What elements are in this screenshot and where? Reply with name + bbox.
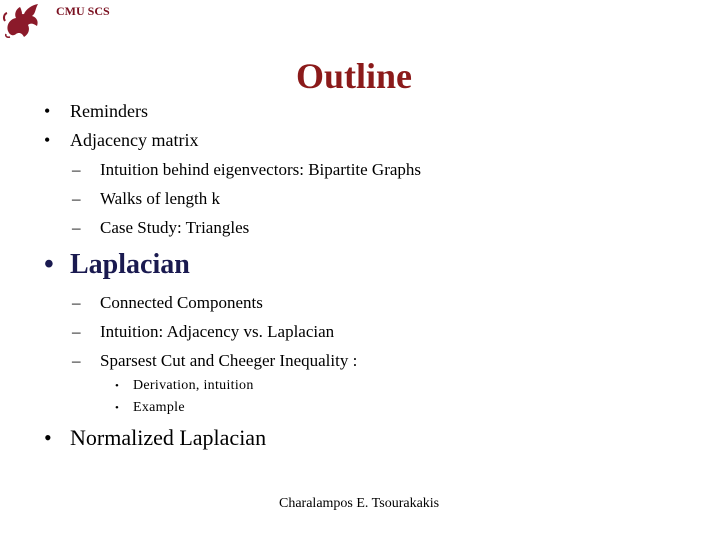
outline-subitem-walks: – Walks of length k bbox=[72, 189, 220, 208]
outline-item-reminders: • Reminders bbox=[44, 101, 148, 121]
footer-author: Charalampos E. Tsourakakis bbox=[279, 496, 440, 511]
header-org: CMU SCS bbox=[56, 4, 110, 18]
bullet-icon: • bbox=[44, 130, 51, 150]
bullet-icon: • bbox=[44, 249, 54, 280]
outline-subitem-components: – Connected Components bbox=[72, 293, 263, 312]
outline-subitem-eigenvectors: – Intuition behind eigenvectors: Bipartite Graphs bbox=[72, 160, 422, 179]
dash-icon: – bbox=[72, 322, 81, 341]
dash-icon: – bbox=[72, 189, 81, 208]
outline-subitem-adjacency-vs-laplacian: – Intuition: Adjacency vs. Laplacian bbox=[72, 322, 335, 341]
bullet-icon: • bbox=[44, 425, 52, 450]
outline-subsubitem-example: • Example bbox=[115, 400, 185, 415]
outline-subitem-sparsest-cut: – Sparsest Cut and Cheeger Inequality : bbox=[72, 351, 358, 370]
dash-icon: – bbox=[72, 293, 81, 312]
outline-item-normalized-laplacian: • Normalized Laplacian bbox=[44, 425, 267, 450]
outline-item-laplacian: • Laplacian bbox=[44, 249, 190, 280]
outline-subitem-triangles: – Case Study: Triangles bbox=[72, 218, 250, 237]
bullet-icon: • bbox=[44, 101, 51, 121]
bullet-icon: • bbox=[115, 380, 120, 392]
dash-icon: – bbox=[72, 218, 81, 237]
outline-subsubitem-derivation: • Derivation, intuition bbox=[115, 378, 254, 393]
dash-icon: – bbox=[72, 160, 81, 179]
bullet-icon: • bbox=[115, 402, 120, 414]
outline-item-adjacency: • Adjacency matrix bbox=[44, 130, 199, 150]
cmu-dragon-logo-icon bbox=[2, 1, 42, 39]
dash-icon: – bbox=[72, 351, 81, 370]
slide-title: Outline bbox=[296, 56, 413, 96]
